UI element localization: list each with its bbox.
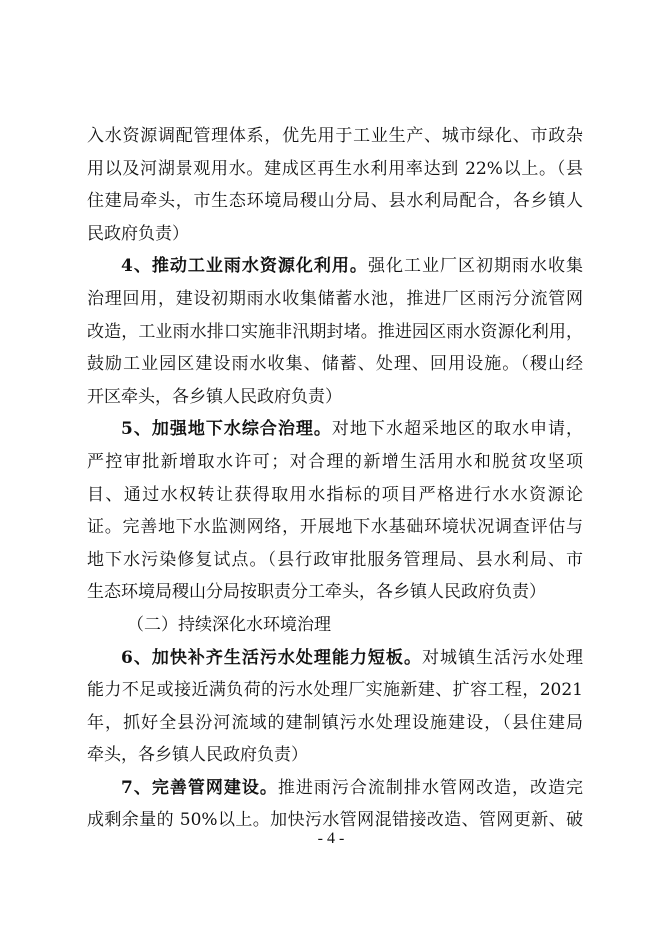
paragraph-line: 入水资源调配管理体系，优先用于工业生产、城市绿化、市政杂	[87, 126, 583, 146]
section-heading: （二）持续深化水环境治理	[127, 614, 331, 635]
paragraph-first-line	[87, 642, 583, 675]
paragraph-text: 推进雨污合流制排水管网改造，改造完	[277, 777, 583, 798]
item-heading: 7、完善管网建设。	[121, 777, 278, 798]
paragraph-text: 对地下水超采地区的取水申请，	[331, 419, 583, 440]
paragraph-line: 牵头，各乡镇人民政府负责）	[87, 745, 308, 766]
paragraph-first-line	[87, 772, 583, 805]
paragraph-line: 治理回用，建设初期雨水收集储蓄水池，推进厂区雨污分流管网	[87, 288, 583, 309]
paragraph-line: 改造，工业雨水排口实施非汛期封堵。推进园区雨水资源化利用，	[87, 321, 583, 342]
paragraph-text: 对城镇生活污水处理	[421, 647, 583, 668]
paragraph-line: 成剩余量的 50%以上。加快污水管网混错接改造、管网更新、破	[87, 810, 583, 831]
paragraph-line: 生态环境局稷山分局按职责分工牵头，各乡镇人民政府负责）	[87, 582, 546, 603]
paragraph-line: 能力不足或接近满负荷的污水处理厂实施新建、扩容工程，2021	[87, 680, 583, 701]
paragraph-line: 地下水污染修复试点。（县行政审批服务管理局、县水利局、市	[87, 549, 583, 570]
paragraph-line: 目、通过水权转让获得取用水指标的项目严格进行水水资源论	[87, 484, 583, 505]
paragraph-line: 年，抓好全县汾河流域的建制镇污水处理设施建设，（县住建局	[87, 712, 583, 733]
page-number: - 4 -	[317, 830, 345, 847]
paragraph-first-line	[87, 413, 583, 446]
paragraph-line: 证。完善地下水监测网络，开展地下水基础环境状况调查评估与	[87, 517, 583, 538]
paragraph-line: 开区牵头，各乡镇人民政府负责）	[87, 386, 342, 407]
paragraph-first-line	[87, 250, 583, 283]
item-heading: 6、加快补齐生活污水处理能力短板。	[121, 647, 422, 668]
paragraph-line: 用以及河湖景观用水。建成区再生水利用率达到 22%以上。（县	[87, 158, 583, 179]
document-body	[87, 120, 583, 837]
paragraph-line: 严控审批新增取水许可；对合理的新增生活用水和脱贫攻坚项	[87, 451, 583, 472]
paragraph-line: 鼓励工业园区建设雨水收集、储蓄、处理、回用设施。（稷山经	[87, 354, 583, 375]
paragraph-line: 住建局牵头，市生态环境局稷山分局、县水利局配合，各乡镇人	[87, 191, 583, 212]
item-heading: 5、加强地下水综合治理。	[121, 419, 332, 440]
paragraph-text: 强化工业厂区初期雨水收集	[367, 256, 583, 277]
item-heading: 4、推动工业雨水资源化利用。	[121, 256, 368, 277]
paragraph-line: 民政府负责）	[87, 223, 189, 244]
